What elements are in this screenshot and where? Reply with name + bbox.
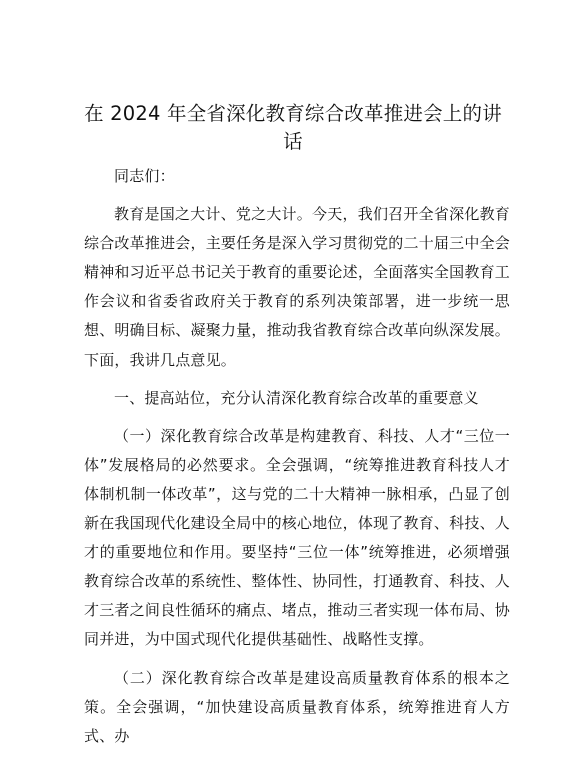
salutation: 同志们： — [114, 167, 175, 185]
document-body — [84, 162, 510, 751]
paragraph-point-2: （二）深化教育综合改革是建设高质量教育体系的根本之策。全会强调，“加快建设高质量教育体系，统筹推进育人方式、办 — [84, 668, 510, 745]
section-heading-1: 一、提高站位，充分认清深化教育综合改革的重要意义 — [114, 388, 479, 407]
document-title: 在 2024 年全省深化教育综合改革推进会上的讲话 — [84, 102, 502, 153]
paragraph-point-1: （一）深化教育综合改革是构建教育、科技、人才“三位一体”发展格局的必然要求。全会强调，“统筹推进教育科技人才体制机制一体改革”，这与党的二十大精神一脉相承，凸显了创新在我国现代化建设全局中的核心地位，体现了教育、科技、人才的重要地位和作用。要坚持“三位一体”统筹推进，必须增强教育综合改革的系统性、整体性、协同性，打通教育、科技、人才三者之间良性循环的痛点、堵点，推动三者实现一体布局、协同并进，为中国式现代化提供基础性、战略性支撑。 — [84, 426, 510, 649]
paragraph-intro: 教育是国之大计、党之大计。今天，我们召开全省深化教育综合改革推进会，主要任务是深入学习贯彻党的二十届三中全会精神和习近平总书记关于教育的重要论述，全面落实全国教育工作会议和省委省政府关于教育的系列决策部署，进一步统一思想、明确目标、凝聚力量，推动我省教育综合改革向纵深发展。下面，我讲几点意见。 — [84, 205, 510, 369]
